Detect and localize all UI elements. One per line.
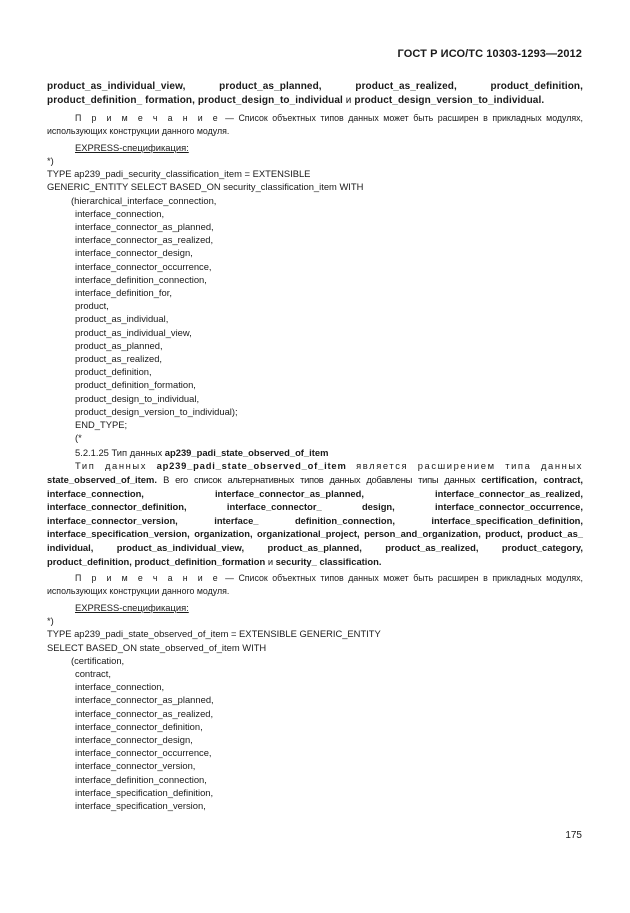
code-line: product_as_planned, [75,339,163,351]
express-code-block-2 [47,614,583,812]
code-line: *) [47,615,54,627]
section-heading [47,446,583,459]
code-line: interface_definition_connection, [75,273,207,285]
code-line: END_TYPE; [75,419,128,431]
section-para-b4: security_ classification. [275,555,382,567]
page-number: 175 [565,830,582,841]
section-para-t1: Тип данных [75,460,157,472]
top-paragraph-part1: product_as_individual_view, product_as_planned, product_as_realized, product_definition, product_definition_ formation, product_design_to_individual [47,81,583,106]
code-line: interface_connector_occurrence, [75,747,212,759]
top-paragraph-part2: product_design_version_to_individual. [354,95,545,106]
section-paragraph [47,459,583,568]
code-line: interface_specification_version, [75,800,206,812]
section-para-b1: ap239_padi_state_observed_of_item [156,460,347,472]
note-1-text: — Список объектных типов данных может быть расширен в прикладных модулях, использующих конструкции данного модуля. [47,113,584,136]
code-line: product_definition_formation, [75,379,196,391]
code-line: interface_connector_as_planned, [75,694,214,706]
code-line: SELECT BASED_ON state_observed_of_item WITH [47,641,267,653]
code-line: *) [47,155,54,166]
express-heading-2-text: EXPRESS-спецификация: [75,602,189,614]
code-line: interface_connector_as_realized, [75,707,214,719]
code-line: interface_definition_connection, [75,773,207,785]
code-line: (* [75,432,82,444]
code-line: interface_connector_occurrence, [75,260,212,272]
code-line: interface_specification_definition, [75,786,214,798]
note-2-label: П р и м е ч а н и е [75,573,221,584]
code-line: product_as_individual_view, [75,326,192,338]
section-prefix: Тип данных [108,447,165,459]
express-heading-1 [47,141,583,154]
code-line: interface_connector_as_planned, [75,221,214,233]
section-para-t2: является расширением типа данных [346,460,584,472]
code-line: TYPE ap239_padi_security_classification_item = EXTENSIBLE [47,168,311,180]
note-2-text: — Список объектных типов данных может быть расширен в прикладных модулях, использующих конструкции данного модуля. [47,573,584,596]
code-line: product, [75,300,109,312]
code-line: interface_connector_definition, [75,720,203,732]
note-2 [47,572,583,597]
section-name: ap239_padi_state_observed_of_item [164,447,329,459]
code-line: interface_definition_for, [75,287,172,299]
express-code-block-1 [47,154,583,444]
section-para-b2: state_observed_of_item. [47,474,157,486]
top-paragraph-conj: и [342,95,355,106]
code-line: product_definition, [75,366,152,378]
code-line: product_design_version_to_individual); [75,405,238,417]
section-number: 5.2.1.25 [75,447,109,459]
code-line: (certification, [71,654,125,666]
code-line: TYPE ap239_padi_state_observed_of_item = EXTENSIBLE GENERIC_ENTITY [47,628,381,640]
code-line: product_as_realized, [75,353,163,365]
code-line: product_design_to_individual, [75,392,200,404]
code-line: product_as_individual, [75,313,169,325]
section-para-b3: certification, contract, interface_connection, interface_connector_as_planned, interface_connector_as_realized, interface_connector_definition, interface_connector_ design, interface_connector_occurrence, interface_connector_version, interface_ definition_connection, interface_specification_definition, interface_specification_version, organization, organizational_project, person_and_organization, product, product_as_ individual, product_as_individual_view, product_as_planned, product_as_realized, product_category, product_definition, product_definition_formation [47,474,583,567]
standard-header: ГОСТ Р ИСО/ТС 10303-1293—2012 [397,48,582,60]
code-line: (hierarchical_interface_connection, [71,194,217,206]
note-1 [47,112,583,137]
express-heading-1-text: EXPRESS-спецификация: [75,142,189,153]
top-paragraph [47,80,583,108]
code-line: interface_connector_as_realized, [75,234,214,246]
code-line: interface_connector_design, [75,734,193,746]
code-line: GENERIC_ENTITY SELECT BASED_ON security_classification_item WITH [47,181,364,193]
code-line: interface_connection, [75,207,165,219]
section-para-t4: и [265,555,276,567]
code-line: interface_connector_version, [75,760,196,772]
express-heading-2 [47,601,583,614]
section-para-t3: В его список альтернативных типов данных добавлены типы данных [156,474,482,486]
note-1-label: П р и м е ч а н и е [75,113,221,123]
code-line: interface_connector_design, [75,247,193,259]
code-line: interface_connection, [75,681,165,693]
page-content [47,80,583,812]
code-line: contract, [75,668,111,680]
